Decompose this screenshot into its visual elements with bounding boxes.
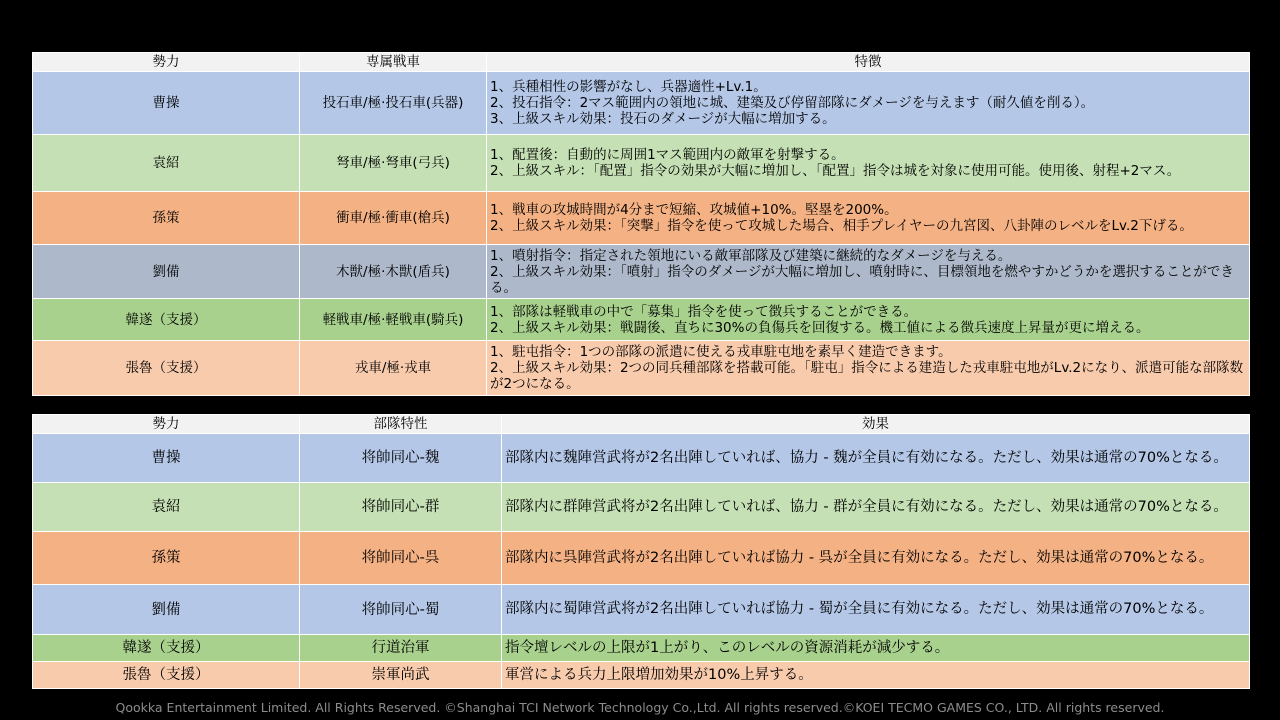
feature-line: 1、部隊は軽戦車の中で「募集」指令を使って徴兵することができる。 bbox=[490, 303, 918, 320]
copyright-footer: Qookka Entertainment Limited. All Rights Reserved. ©Shanghai TCI Network Technology Co.,Ltd. All rights reserved.©KOEI TECMO GAMES CO., LTD. All rights reserved. bbox=[115, 700, 1165, 715]
trait-cell: 将帥同心-群 bbox=[300, 483, 502, 532]
faction-cell: 韓遂（支援） bbox=[33, 635, 300, 662]
header-faction: 勢力 bbox=[33, 53, 300, 72]
unit-cell: 弩車/極·弩車(弓兵) bbox=[300, 135, 487, 192]
unit-cell: 衝車/極·衝車(槍兵) bbox=[300, 192, 487, 245]
feature-line: 1、駐屯指令：1つの部隊の派遣に使える戎車駐屯地を素早く建造できます。 bbox=[490, 344, 952, 360]
trait-cell: 行道治軍 bbox=[300, 635, 502, 662]
header-effect: 効果 bbox=[502, 415, 1250, 434]
feature-line: 2、投石指令：2マス範囲内の領地に城、建築及び停留部隊にダメージを与えます（耐久値を削る）。 bbox=[490, 95, 1095, 111]
table-row bbox=[33, 434, 1250, 483]
table-row bbox=[33, 299, 1250, 341]
table-row bbox=[33, 72, 1250, 135]
trait-cell: 将帥同心-魏 bbox=[300, 434, 502, 483]
table-row bbox=[33, 635, 1250, 662]
table-row bbox=[33, 532, 1250, 585]
tank-table bbox=[32, 52, 1250, 396]
effect-cell: 部隊内に蜀陣営武将が2名出陣していれば協力 - 蜀が全員に有効になる。ただし、効果は通常の70%となる。 bbox=[502, 585, 1250, 635]
effect-cell: 部隊内に群陣営武将が2名出陣していれば、協力 - 群が全員に有効になる。ただし、効果は通常の70%となる。 bbox=[502, 483, 1250, 532]
table-row bbox=[33, 192, 1250, 245]
features-cell bbox=[487, 341, 1250, 396]
trait-cell: 崇軍尚武 bbox=[300, 662, 502, 689]
features-cell bbox=[487, 299, 1250, 341]
table-row bbox=[33, 585, 1250, 635]
faction-cell: 袁紹 bbox=[33, 483, 300, 532]
faction-cell: 袁紹 bbox=[33, 135, 300, 192]
header-unit-trait: 部隊特性 bbox=[300, 415, 502, 434]
feature-line: 1、配置後：自動的に周囲1マス範囲内の敵軍を射撃する。 bbox=[490, 147, 845, 163]
table-row bbox=[33, 662, 1250, 689]
features-cell bbox=[487, 72, 1250, 135]
unit-cell: 投石車/極·投石車(兵器) bbox=[300, 72, 487, 135]
table-header-row bbox=[33, 53, 1250, 72]
faction-cell: 劉備 bbox=[33, 245, 300, 299]
faction-cell: 曹操 bbox=[33, 72, 300, 135]
faction-cell: 劉備 bbox=[33, 585, 300, 635]
faction-cell: 曹操 bbox=[33, 434, 300, 483]
header-exclusive-tank: 専属戦車 bbox=[300, 53, 487, 72]
faction-cell: 張魯（支援） bbox=[33, 341, 300, 396]
unit-cell: 戎車/極·戎車 bbox=[300, 341, 487, 396]
trait-cell: 将帥同心-蜀 bbox=[300, 585, 502, 635]
effect-cell: 部隊内に魏陣営武将が2名出陣していれば、協力 - 魏が全員に有効になる。ただし、効果は通常の70%となる。 bbox=[502, 434, 1250, 483]
feature-line: 2、上級スキル効果：「噴射」指令のダメージが大幅に増加し、噴射時に、目標領地を燃やすかどうかを選択することができる。 bbox=[490, 263, 1234, 296]
unit-cell: 木獣/極·木獣(盾兵) bbox=[300, 245, 487, 299]
feature-line: 1、戦車の攻城時間が4分まで短縮、攻城値+10%。堅塁を200%。 bbox=[490, 202, 898, 218]
feature-line: 1、噴射指令：指定された領地にいる敵軍部隊及び建築に継続的なダメージを与える。 bbox=[490, 247, 1012, 264]
feature-line: 1、兵種相性の影響がなし、兵器適性+Lv.1。 bbox=[490, 79, 767, 95]
header-faction: 勢力 bbox=[33, 415, 300, 434]
table-row bbox=[33, 341, 1250, 396]
faction-cell: 韓遂（支援） bbox=[33, 299, 300, 341]
trait-cell: 将帥同心-呉 bbox=[300, 532, 502, 585]
features-cell bbox=[487, 245, 1250, 299]
faction-cell: 張魯（支援） bbox=[33, 662, 300, 689]
unit-cell: 軽戦車/極·軽戦車(騎兵) bbox=[300, 299, 487, 341]
unit-trait-table bbox=[32, 414, 1250, 689]
features-cell bbox=[487, 135, 1250, 192]
feature-line: 2、上級スキル効果：2つの同兵種部隊を搭載可能。「駐屯」指令による建造した戎車駐屯地がLv.2になり、派遣可能な部隊数が2つになる。 bbox=[490, 360, 1244, 392]
header-features: 特徴 bbox=[487, 53, 1250, 72]
table-row bbox=[33, 135, 1250, 192]
feature-line: 2、上級スキル効果：「突撃」指令を使って攻城した場合、相手プレイヤーの九宮図、八卦陣のレベルをLv.2下げる。 bbox=[490, 218, 1193, 234]
feature-line: 2、上級スキル効果：戦闘後、直ちに30%の負傷兵を回復する。機工値による徴兵速度上昇量が更に増える。 bbox=[490, 319, 1150, 336]
table-row bbox=[33, 245, 1250, 299]
features-cell bbox=[487, 192, 1250, 245]
faction-cell: 孫策 bbox=[33, 532, 300, 585]
effect-cell: 部隊内に呉陣営武将が2名出陣していれば協力 - 呉が全員に有効になる。ただし、効果は通常の70%となる。 bbox=[502, 532, 1250, 585]
effect-cell: 指令壇レベルの上限が1上がり、このレベルの資源消耗が減少する。 bbox=[502, 635, 1250, 662]
table-header-row bbox=[33, 415, 1250, 434]
table-row bbox=[33, 483, 1250, 532]
effect-cell: 軍営による兵力上限増加効果が10%上昇する。 bbox=[502, 662, 1250, 689]
feature-line: 3、上級スキル効果：投石のダメージが大幅に増加する。 bbox=[490, 111, 836, 127]
faction-cell: 孫策 bbox=[33, 192, 300, 245]
feature-line: 2、上級スキル：「配置」指令の効果が大幅に増加し、「配置」指令は城を対象に使用可能。使用後、射程+2マス。 bbox=[490, 163, 1181, 179]
